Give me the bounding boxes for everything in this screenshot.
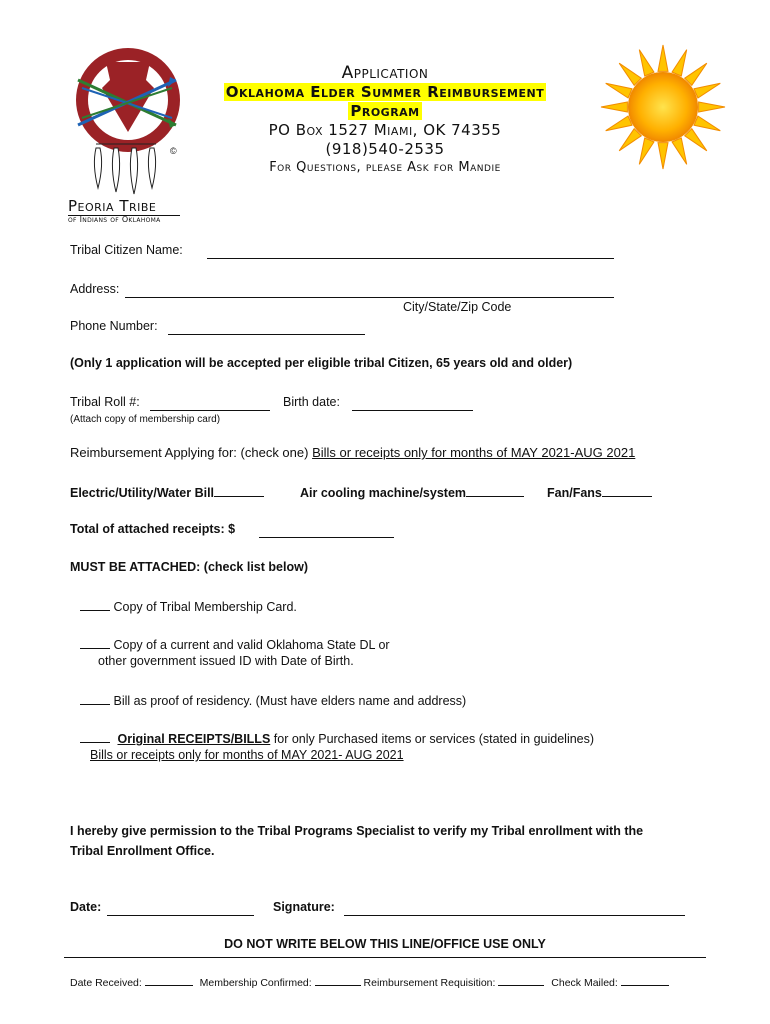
address-label: Address:: [70, 282, 120, 296]
date-received-label: Date Received:: [70, 977, 142, 989]
sun-image: [598, 42, 728, 172]
date-label: Date:: [70, 900, 102, 914]
phone-number: (918)540-2535: [325, 140, 445, 158]
sun-icon: [598, 42, 728, 172]
mailing-address: PO Box 1527 Miami, OK 74355: [268, 121, 502, 139]
logo-seal-icon: [68, 40, 188, 200]
tribal-roll-label: Tribal Roll #:: [70, 395, 140, 409]
birth-date-label: Birth date:: [283, 395, 340, 409]
birth-date-field[interactable]: [352, 398, 473, 411]
checklist-item-4-bold: Original RECEIPTS/BILLS: [117, 732, 271, 746]
checklist-item-4-line2: Bills or receipts only for months of MAY 2021- AUG 2021: [90, 748, 404, 762]
program-name-line2: Program: [350, 102, 420, 120]
consent-line-1: I hereby give permission to the Tribal Programs Specialist to verify my Tribal enrollment with the: [70, 824, 644, 838]
sun-ray: [694, 116, 720, 131]
sun-ray: [639, 50, 654, 76]
option-fan[interactable]: [547, 484, 652, 500]
citizen-name-row: [70, 243, 183, 257]
signature-field[interactable]: [344, 903, 685, 916]
sun-ray: [685, 129, 707, 151]
application-title: Application: [341, 63, 429, 83]
membership-confirmed-field[interactable]: [315, 975, 361, 986]
questions-contact: For Questions, please Ask for Mandie: [269, 160, 501, 175]
sun-ray: [694, 83, 720, 98]
checklist-item-3-check[interactable]: [80, 692, 110, 705]
date-received-field[interactable]: [145, 975, 193, 986]
sun-ray: [685, 63, 707, 85]
checklist-item-3: [80, 692, 466, 708]
option-electric-check[interactable]: [214, 484, 264, 497]
sun-ray: [639, 138, 654, 164]
reimbursement-row: [70, 445, 635, 460]
sun-ray: [619, 63, 641, 85]
logo-name: Peoria Tribe: [68, 197, 180, 216]
logo-copyright: ©: [170, 146, 177, 156]
checklist-item-1-text: Copy of Tribal Membership Card.: [113, 600, 297, 614]
reimbursement-months: Bills or receipts only for months of MAY 2021-AUG 2021: [312, 445, 636, 460]
sun-ray: [699, 102, 725, 112]
checklist-item-1-check[interactable]: [80, 598, 110, 611]
checklist-item-2-text: Copy of a current and valid Oklahoma State DL or: [113, 638, 390, 652]
citizen-name-label: Tribal Citizen Name:: [70, 243, 183, 257]
checklist-item-2: [80, 636, 390, 652]
total-receipts-field[interactable]: [259, 525, 394, 538]
option-electric-label: Electric/Utility/Water Bill: [70, 486, 215, 500]
option-fan-check[interactable]: [602, 484, 652, 497]
reimbursement-requisition-field[interactable]: [498, 975, 544, 986]
sun-ray: [606, 83, 632, 98]
attach-note: (Attach copy of membership card): [70, 414, 221, 425]
checklist-item-4: [80, 730, 594, 746]
sun-ray: [672, 50, 687, 76]
option-air[interactable]: [300, 484, 524, 500]
eligibility-notice: (Only 1 application will be accepted per eligible tribal Citizen, 65 years old and older): [70, 356, 573, 370]
address-field[interactable]: [125, 285, 614, 298]
sun-ray: [672, 138, 687, 164]
option-air-label: Air cooling machine/system: [300, 486, 467, 500]
reimbursement-requisition-label: Reimbursement Requisition:: [363, 977, 496, 989]
header-block: [190, 64, 580, 177]
phone-label: Phone Number:: [70, 319, 158, 333]
check-mailed-label: Check Mailed:: [551, 977, 618, 989]
city-state-zip-label: City/State/Zip Code: [403, 300, 512, 314]
checklist-item-1: [80, 598, 297, 614]
reimbursement-label: Reimbursement Applying for: (check one): [70, 445, 309, 460]
sun-ray: [658, 45, 668, 71]
check-mailed-field[interactable]: [621, 975, 669, 986]
option-electric[interactable]: [70, 484, 264, 500]
peoria-tribe-logo: [68, 40, 188, 225]
office-row: [70, 975, 669, 989]
phone-row: [70, 319, 158, 333]
consent-line-2: Tribal Enrollment Office.: [70, 844, 215, 858]
signature-label: Signature:: [273, 900, 335, 914]
option-air-check[interactable]: [466, 484, 524, 497]
date-field[interactable]: [107, 903, 254, 916]
sun-ray: [601, 102, 627, 112]
sun-ray: [606, 116, 632, 131]
address-row: [70, 282, 119, 296]
membership-confirmed-label: Membership Confirmed:: [199, 977, 312, 989]
office-use-heading: DO NOT WRITE BELOW THIS LINE/OFFICE USE ONLY: [224, 937, 546, 951]
option-fan-label: Fan/Fans: [547, 486, 602, 500]
office-divider: [64, 957, 706, 958]
checklist-item-4-check[interactable]: [80, 730, 110, 743]
checklist-item-4-text: for only Purchased items or services (stated in guidelines): [273, 732, 595, 746]
phone-field[interactable]: [168, 322, 365, 335]
tribal-roll-field[interactable]: [150, 398, 270, 411]
sun-ray: [658, 143, 668, 169]
program-name-line1: Oklahoma Elder Summer Reimbursement: [225, 83, 545, 101]
checklist-item-2-line2: other government issued ID with Date of Birth.: [98, 654, 354, 668]
sun-ray: [619, 129, 641, 151]
citizen-name-field[interactable]: [207, 246, 614, 259]
checklist-item-2-check[interactable]: [80, 636, 110, 649]
logo-subtitle: of Indians of Oklahoma: [68, 215, 161, 224]
checklist-heading: MUST BE ATTACHED: (check list below): [70, 560, 308, 574]
checklist-item-3-text: Bill as proof of residency. (Must have elders name and address): [113, 694, 467, 708]
total-receipts-label: Total of attached receipts: $: [70, 522, 236, 536]
